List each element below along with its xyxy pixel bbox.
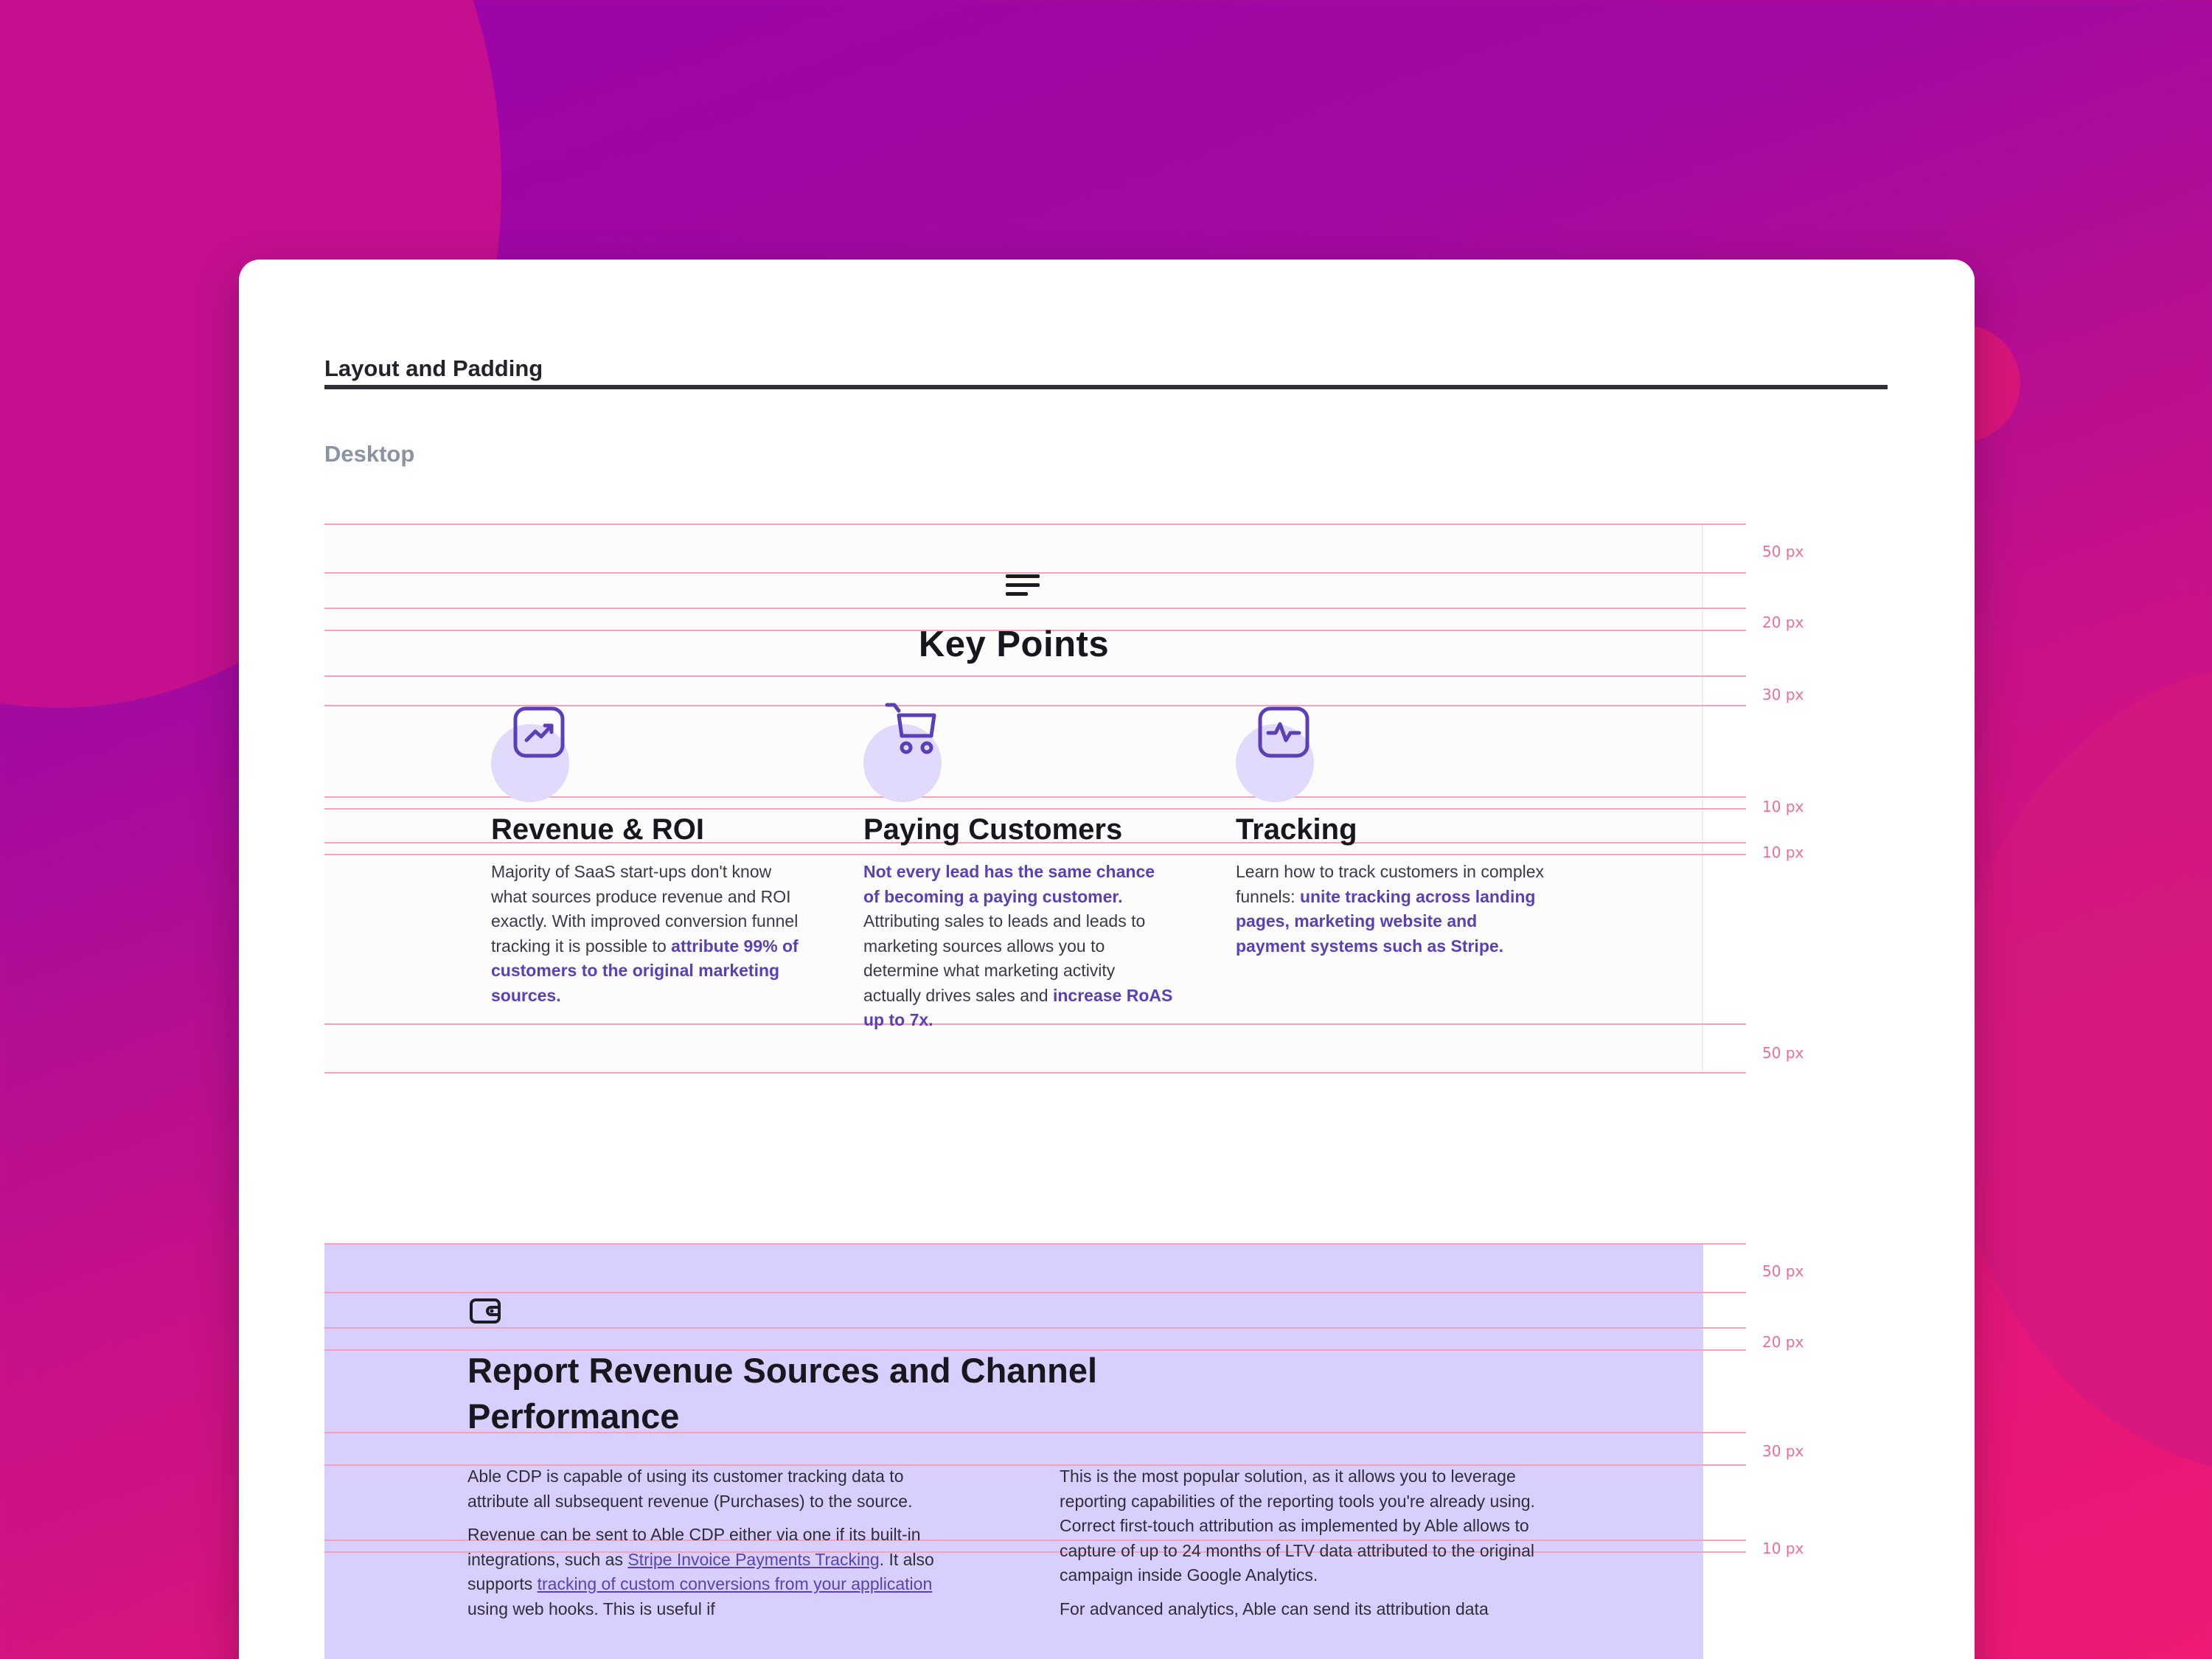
- spacing-label: 10 px: [1762, 798, 1804, 815]
- paragraph: For advanced analytics, Able can send its attribution data: [1060, 1599, 1489, 1618]
- section-title: Layout and Padding: [324, 352, 1888, 389]
- feature-text: Majority of SaaS start-ups don't know what sources produce revenue and ROI exactly. With improved conversion funnel tracking it is possible to attribute 99% of customers to the original marketing sources.: [491, 862, 799, 1005]
- feature-tracking: [1236, 706, 1545, 959]
- feature-heading: Paying Customers: [863, 813, 1123, 846]
- padding-guide: [324, 1327, 1746, 1329]
- activity-icon: [1258, 706, 1310, 758]
- feature-heading: Tracking: [1236, 813, 1357, 846]
- device-label: Desktop: [324, 441, 415, 467]
- paragraph: Able CDP is capable of using its customer tracking data to attribute all subsequent revenue (Purchases) to the source.: [467, 1467, 913, 1511]
- spacing-label: 10 px: [1762, 1540, 1804, 1557]
- custom-conversions-link[interactable]: tracking of custom conversions from your application: [537, 1574, 933, 1593]
- spacing-label: 50 px: [1762, 1044, 1804, 1062]
- spacing-label: 20 px: [1762, 1333, 1804, 1351]
- feature-text: Learn how to track customers in complex funnels: unite tracking across landing pages, marketing website and payment systems such as Stripe.: [1236, 862, 1545, 956]
- padding-guide: [324, 1072, 1746, 1074]
- trend-up-icon: [513, 706, 565, 758]
- padding-guide: [324, 608, 1746, 609]
- menu-icon: [1006, 574, 1040, 597]
- report-column-right: [1060, 1464, 1561, 1630]
- feature-text: Not every lead has the same chance of becoming a paying customer. Attributing sales to leads and leads to marketing sources allows you to determine what marketing activity actually drives sales and increase RoAS up to 7x.: [863, 862, 1173, 1029]
- key-points-title: Key Points: [918, 625, 1110, 664]
- padding-guide: [324, 675, 1746, 677]
- feature-heading: Revenue & ROI: [491, 813, 704, 846]
- paragraph: This is the most popular solution, as it allows you to leverage reporting capabilities of the reporting tools you're already using. Correct first-touch attribution as implemented by Able allows to capture of up to 24 months of LTV data attributed to the original campaign inside Google Analytics.: [1060, 1467, 1535, 1585]
- spacing-label: 30 px: [1762, 1442, 1804, 1460]
- feature-paying-customers: [863, 706, 1173, 1033]
- padding-guide: [324, 1292, 1746, 1293]
- padding-guide: [324, 524, 1746, 525]
- spacing-label: 50 px: [1762, 543, 1804, 560]
- feature-revenue-roi: [491, 706, 801, 1008]
- padding-guide: [324, 1243, 1746, 1245]
- spacing-label: 10 px: [1762, 844, 1804, 861]
- background-blob: [1947, 664, 2212, 1475]
- spacing-label: 20 px: [1762, 613, 1804, 631]
- report-title: Report Revenue Sources and Channel Performance: [467, 1351, 1098, 1436]
- stripe-payments-link[interactable]: Stripe Invoice Payments Tracking: [627, 1549, 880, 1569]
- spacing-label: 50 px: [1762, 1262, 1804, 1280]
- spec-card: [239, 260, 1975, 1659]
- wallet-icon: [469, 1298, 501, 1324]
- spacing-label: 30 px: [1762, 686, 1804, 703]
- paragraph: Revenue can be sent to Able CDP either via one if its built-in integrations, such as Stripe Invoice Payments Tracking. It also supports tracking of custom conversions from your application using web hooks. This is useful if: [467, 1525, 934, 1618]
- shopping-cart-icon: [884, 702, 940, 758]
- report-column-left: [467, 1464, 969, 1630]
